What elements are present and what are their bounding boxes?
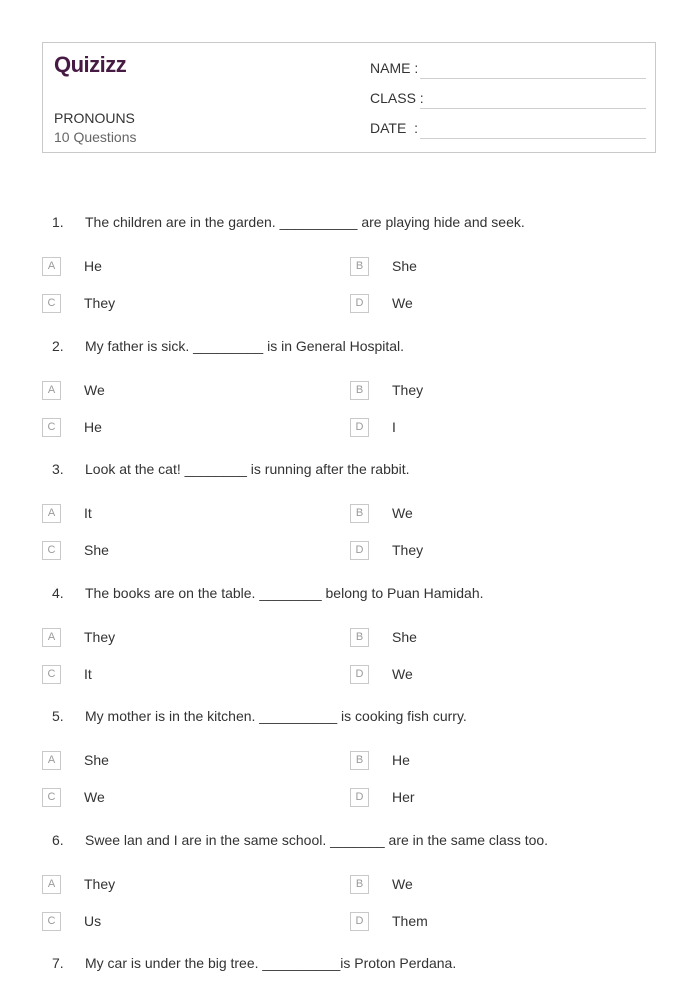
option-letter-box: A xyxy=(42,381,61,400)
option-letter-box: B xyxy=(350,875,369,894)
question-6 xyxy=(0,832,700,862)
question-4 xyxy=(0,585,700,615)
option-text: We xyxy=(392,505,413,521)
option-text: We xyxy=(84,381,105,398)
option-letter-box: B xyxy=(350,257,369,276)
question-2 xyxy=(0,338,700,368)
option-letter-box: A xyxy=(42,628,61,647)
option-text: I xyxy=(392,418,396,435)
option-letter-box: D xyxy=(350,541,369,560)
question-text: My mother is in the kitchen. __________ is cooking fish curry. xyxy=(85,708,467,724)
option-letter-box: B xyxy=(350,751,369,770)
question-text: The books are on the table. ________ belong to Puan Hamidah. xyxy=(85,584,484,601)
option-text: Them xyxy=(392,912,428,929)
question-number: 7. xyxy=(52,955,64,971)
question-text: My car is under the big tree. __________is Proton Perdana. xyxy=(85,955,457,971)
worksheet-header xyxy=(42,42,656,153)
option-text: They xyxy=(392,381,424,398)
option-letter-box: B xyxy=(350,381,369,400)
option-letter-box: D xyxy=(350,665,369,684)
option-text: It xyxy=(84,665,92,682)
name-label: NAME : xyxy=(370,60,419,76)
option-text: We xyxy=(392,295,413,311)
option-letter-box: A xyxy=(42,504,61,523)
question-number: 6. xyxy=(52,831,64,848)
option-letter-box: C xyxy=(42,294,61,313)
option-text: It xyxy=(84,505,92,521)
date-line xyxy=(420,138,646,139)
option-letter-box: B xyxy=(350,628,369,647)
question-number: 3. xyxy=(52,461,64,477)
option-letter-box: A xyxy=(42,875,61,894)
class-line xyxy=(420,108,646,109)
option-letter-box: C xyxy=(42,912,61,931)
question-5 xyxy=(0,708,700,738)
option-letter-box: C xyxy=(42,788,61,807)
question-text: Look at the cat! ________ is running after the rabbit. xyxy=(85,461,410,477)
question-1 xyxy=(0,214,700,244)
option-letter-box: C xyxy=(42,541,61,560)
option-text: He xyxy=(392,752,410,768)
option-text: They xyxy=(84,875,116,892)
option-text: They xyxy=(392,542,424,558)
option-text: They xyxy=(84,628,116,645)
option-text: She xyxy=(392,628,417,645)
date-label: DATE : xyxy=(370,120,418,136)
option-letter-box: D xyxy=(350,294,369,313)
question-text: The children are in the garden. __________ are playing hide and seek. xyxy=(85,214,525,230)
option-letter-box: D xyxy=(350,418,369,437)
option-text: She xyxy=(392,258,417,274)
question-text: My father is sick. _________ is in General Hospital. xyxy=(85,337,405,354)
option-letter-box: D xyxy=(350,912,369,931)
option-text: We xyxy=(392,665,413,682)
option-text: He xyxy=(84,258,102,274)
option-letter-box: C xyxy=(42,665,61,684)
option-letter-box: B xyxy=(350,504,369,523)
question-number: 2. xyxy=(52,337,64,354)
option-text: They xyxy=(84,295,116,311)
question-count: 10 Questions xyxy=(54,129,137,145)
question-number: 5. xyxy=(52,708,64,724)
quizizz-logo: Quizizz xyxy=(54,52,127,77)
option-letter-box: A xyxy=(42,257,61,276)
option-text: We xyxy=(84,789,105,805)
question-number: 1. xyxy=(52,214,64,230)
option-letter-box: C xyxy=(42,418,61,437)
question-number: 4. xyxy=(52,584,64,601)
question-7 xyxy=(0,955,700,985)
name-line xyxy=(420,78,646,79)
option-text: She xyxy=(84,542,109,558)
question-3 xyxy=(0,461,700,491)
class-label: CLASS : xyxy=(370,90,424,106)
option-text: Her xyxy=(392,789,415,805)
option-text: Us xyxy=(84,912,102,929)
option-letter-box: A xyxy=(42,751,61,770)
option-text: He xyxy=(84,418,102,435)
question-text: Swee lan and I are in the same school. _______ are in the same class too. xyxy=(85,831,549,848)
worksheet-title: PRONOUNS xyxy=(54,110,135,126)
option-letter-box: D xyxy=(350,788,369,807)
option-text: She xyxy=(84,752,109,768)
option-text: We xyxy=(392,875,413,892)
